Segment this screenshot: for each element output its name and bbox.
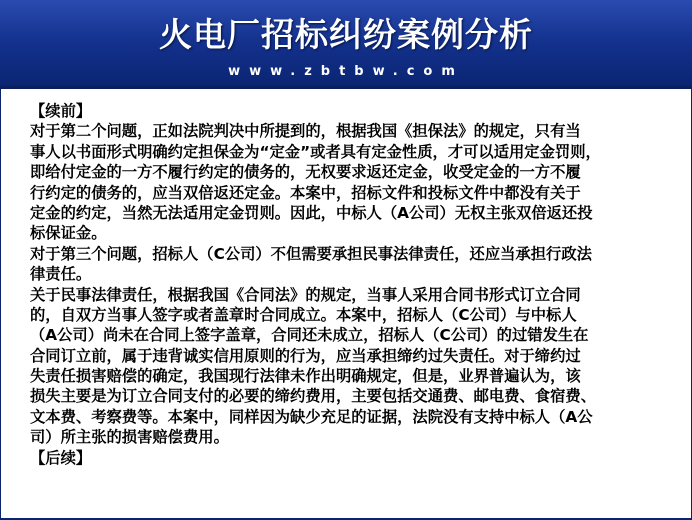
website-url: www.zbtbw.com: [228, 64, 464, 79]
text-line: 即给付定金的一方不履行约定的债务的，无权要求返还定金，收受定金的一方不履: [30, 163, 581, 182]
text-line-to-be-continued: 【后续】: [30, 448, 92, 467]
text-line: 合同订立前，属于违背诚实信用原则的行为，应当承担缔约过失责任。对于缔约过: [30, 346, 581, 365]
text-line: 司）所主张的损害赔偿费用。: [30, 428, 229, 447]
page-title: 火电厂招标纠纷案例分析: [159, 15, 533, 54]
text-line: 文本费、考察费等。本案中，同样因为缺少充足的证据，法院没有支持中标人（A公: [30, 407, 593, 426]
text-line: 失责任损害赔偿的确定，我国现行法律未作出明确规定，但是，业界普遍认为，该: [30, 367, 581, 386]
text-line: 对于第二个问题，正如法院判决中所提到的，根据我国《担保法》的规定，只有当: [30, 122, 581, 141]
text-line: 的，自双方当事人签字或者盖章时合同成立。本案中，招标人（C公司）与中标人: [30, 305, 577, 324]
body-text: [30, 101, 670, 468]
text-line: （A公司）尚未在合同上签字盖章，合同还未成立，招标人（C公司）的过错发生在: [30, 326, 589, 345]
text-line: 行约定的债务的，应当双倍返还定金。本案中，招标文件和投标文件中都没有关于: [30, 183, 581, 202]
text-line: 定金的约定，当然无法适用定金罚则。因此，中标人（A公司）无权主张双倍返还投: [30, 203, 593, 222]
text-line: 标保证金。: [30, 224, 107, 243]
text-line: 关于民事法律责任，根据我国《合同法》的规定，当事人采用合同书形式订立合同: [30, 285, 581, 304]
text-line: 对于第三个问题，招标人（C公司）不但需要承担民事法律责任，还应当承担行政法: [30, 244, 592, 263]
text-line: 损失主要是为订立合同支付的必要的缔约费用，主要包括交通费、邮电费、食宿费、: [30, 387, 596, 406]
header-banner: [0, 0, 692, 89]
text-line: 律责任。: [30, 265, 92, 284]
text-line-continued: 【续前】: [30, 102, 92, 120]
text-line: 事人以书面形式明确约定担保金为“定金”或者具有定金性质，才可以适用定金罚则，: [30, 142, 601, 161]
